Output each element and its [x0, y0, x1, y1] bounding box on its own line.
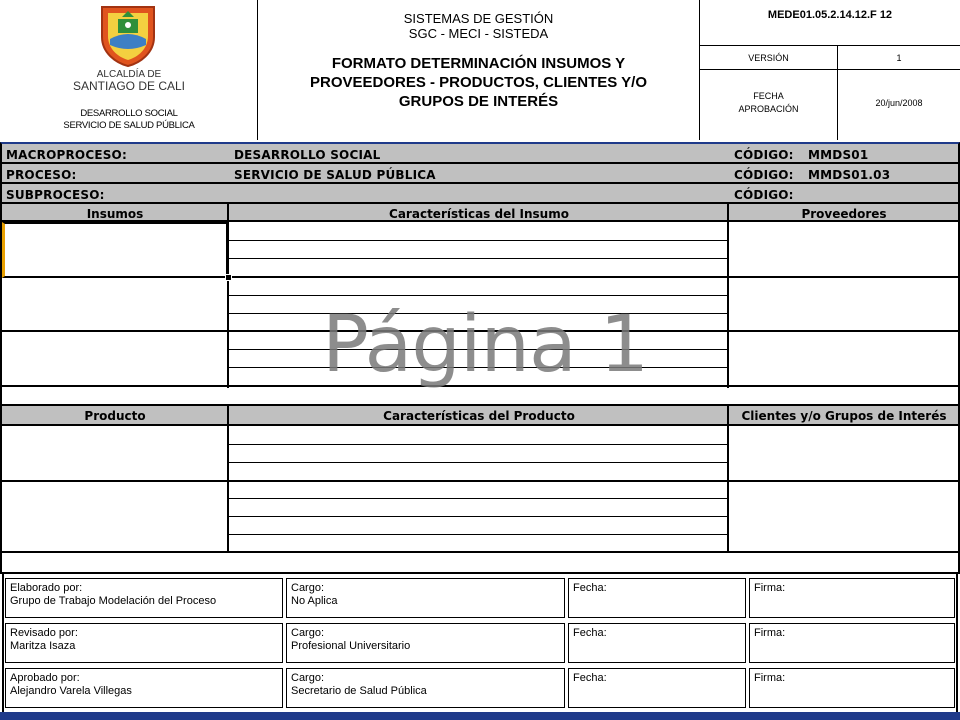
- org-line-2: SANTIAGO DE CALI: [72, 79, 186, 93]
- divider: [727, 406, 729, 552]
- divider: [229, 295, 727, 296]
- col-producto: Producto: [84, 409, 146, 423]
- col-insumos: Insumos: [86, 207, 144, 221]
- cargo-cell-2: [286, 623, 565, 663]
- cargo-label: Cargo:: [291, 672, 325, 684]
- fecha-cell-1[interactable]: [568, 578, 746, 618]
- producto-header-row: [2, 406, 958, 426]
- subproceso-label: SUBPROCESO:: [6, 188, 105, 202]
- aprobado-name: Alejandro Varela Villegas: [10, 685, 132, 697]
- cargo-value: Profesional Universitario: [291, 640, 411, 652]
- title-section: [258, 0, 700, 140]
- divider: [229, 444, 727, 445]
- elaborado-cell: [5, 578, 283, 618]
- proceso-code: MMDS01.03: [808, 168, 891, 182]
- system-line-1: SISTEMAS DE GESTIÓN: [403, 11, 554, 26]
- proceso-label: PROCESO:: [6, 168, 77, 182]
- firma-label: Firma:: [754, 627, 786, 639]
- macroproceso-label: MACROPROCESO:: [6, 148, 127, 162]
- subproceso-row: [2, 184, 958, 204]
- divider: [229, 534, 727, 535]
- org-line-1: ALCALDÍA DE: [96, 69, 162, 80]
- divider: [229, 498, 727, 499]
- fecha-label: Fecha:: [573, 672, 607, 684]
- proceso-row: [2, 164, 958, 184]
- dept-line-2: SERVICIO DE SALUD PÚBLICA: [63, 120, 195, 131]
- divider: [227, 406, 229, 552]
- fill-handle[interactable]: [225, 274, 232, 281]
- cargo-cell-3: [286, 668, 565, 708]
- subproceso-code-label: CÓDIGO:: [734, 188, 794, 202]
- fecha-label: Fecha:: [573, 627, 607, 639]
- document-header: [0, 0, 960, 140]
- logo-section: [0, 0, 258, 140]
- fecha-cell-2[interactable]: [568, 623, 746, 663]
- proceso-code-label: CÓDIGO:: [734, 168, 794, 182]
- firma-cell-1[interactable]: [749, 578, 955, 618]
- elaborado-name: Grupo de Trabajo Modelación del Proceso: [10, 595, 217, 607]
- firma-cell-3[interactable]: [749, 668, 955, 708]
- system-line-2: SGC - MECI - SISTEDA: [408, 26, 549, 41]
- bottom-border: [0, 712, 960, 720]
- col-proveedores: Proveedores: [801, 207, 887, 221]
- cargo-label: Cargo:: [291, 627, 325, 639]
- aprobado-cell: [5, 668, 283, 708]
- version-value: 1: [838, 46, 960, 70]
- approval-date-value: 20/jun/2008: [875, 98, 923, 108]
- divider: [2, 551, 958, 553]
- revisado-cell: [5, 623, 283, 663]
- fecha-cell-3[interactable]: [568, 668, 746, 708]
- macroproceso-value: DESARROLLO SOCIAL: [234, 148, 381, 162]
- fecha-label: Fecha:: [573, 582, 607, 594]
- firma-cell-2[interactable]: [749, 623, 955, 663]
- elaborado-label: Elaborado por:: [10, 582, 83, 594]
- macroproceso-row: [2, 144, 958, 164]
- document-code: MEDE01.05.2.14.12.F 12: [700, 0, 960, 46]
- revisado-label: Revisado por:: [10, 627, 78, 639]
- cargo-cell-1: [286, 578, 565, 618]
- cali-coat-of-arms-icon: [96, 3, 160, 67]
- dept-line-1: DESARROLLO SOCIAL: [80, 108, 178, 119]
- cargo-value: No Aplica: [291, 595, 338, 607]
- selected-cell[interactable]: [2, 222, 228, 278]
- cargo-label: Cargo:: [291, 582, 325, 594]
- firma-label: Firma:: [754, 672, 786, 684]
- macroproceso-code: MMDS01: [808, 148, 869, 162]
- insumos-header-row: [2, 204, 958, 222]
- version-label: VERSIÓN: [700, 46, 838, 70]
- document-meta: [700, 0, 960, 140]
- divider: [229, 462, 727, 463]
- divider: [229, 258, 727, 259]
- divider: [727, 204, 729, 388]
- cargo-value: Secretario de Salud Pública: [291, 685, 427, 697]
- approval-date-label: FECHA APROBACIÓN: [700, 70, 838, 140]
- macroproceso-code-label: CÓDIGO:: [734, 148, 794, 162]
- col-caracteristicas-producto: Características del Producto: [383, 409, 575, 423]
- divider: [229, 240, 727, 241]
- revisado-name: Maritza Isaza: [10, 640, 76, 652]
- firma-label: Firma:: [754, 582, 786, 594]
- format-title: FORMATO DETERMINACIÓN INSUMOS Y PROVEEDORES - PRODUCTOS, CLIENTES Y/O GRUPOS DE INTERÉS: [309, 55, 647, 110]
- divider: [229, 516, 727, 517]
- divider: [2, 480, 958, 482]
- col-caracteristicas-insumo: Características del Insumo: [389, 207, 569, 221]
- col-clientes: Clientes y/o Grupos de Interés: [741, 409, 947, 423]
- aprobado-label: Aprobado por:: [10, 672, 80, 684]
- proceso-value: SERVICIO DE SALUD PÚBLICA: [234, 168, 436, 182]
- page-watermark: Página 1: [322, 300, 649, 390]
